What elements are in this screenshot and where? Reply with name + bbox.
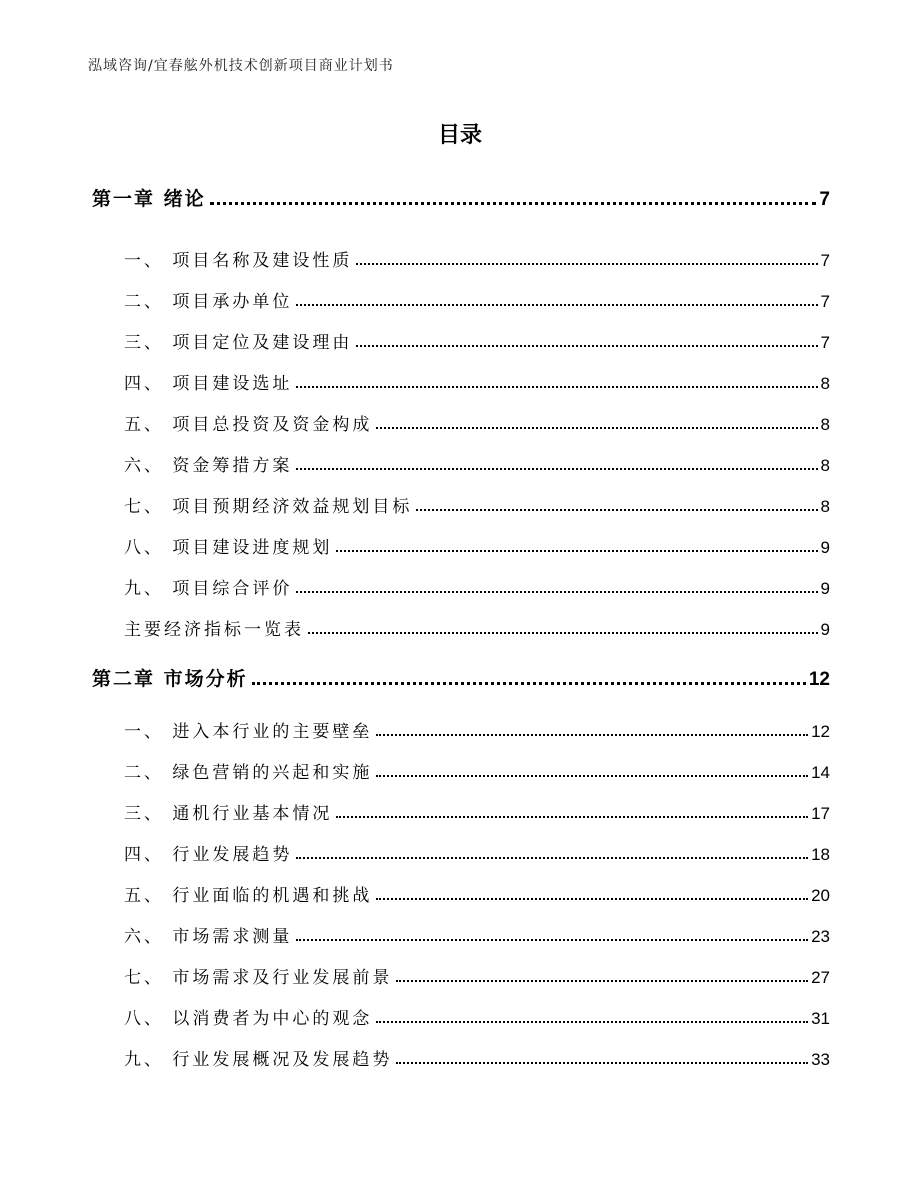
dot-leader [210, 202, 817, 205]
dot-leader [296, 857, 808, 859]
toc-entry-page-number: 7 [820, 333, 830, 352]
toc-entry-label: 第二章 市场分析 [92, 668, 248, 690]
toc-entry-label: 八、 以消费者为中心的观念 [124, 1009, 373, 1029]
running-header: 泓域咨询/宜春舷外机技术创新项目商业计划书 [88, 58, 394, 74]
toc-entry-label: 五、 行业面临的机遇和挑战 [124, 886, 373, 906]
toc-entry-page-number: 9 [820, 538, 830, 557]
toc-section-entry[interactable] [124, 798, 830, 824]
toc-entry-page-number: 33 [811, 1050, 830, 1069]
dot-leader [376, 775, 808, 777]
toc-section-entry[interactable] [124, 614, 830, 640]
dot-leader [376, 427, 817, 429]
toc-entry-page-number: 8 [820, 415, 830, 434]
toc-section-entry[interactable] [124, 921, 830, 947]
toc-entry-page-number: 8 [820, 456, 830, 475]
toc-section-entry[interactable] [124, 286, 830, 312]
dot-leader [416, 509, 817, 511]
toc-section-entry[interactable] [124, 962, 830, 988]
toc-entry-label: 七、 项目预期经济效益规划目标 [124, 497, 413, 517]
toc-entry-page-number: 20 [811, 886, 830, 905]
toc-entry-page-number: 14 [811, 763, 830, 782]
toc-entry-page-number: 7 [820, 251, 830, 270]
toc-entry-label: 四、 项目建设选址 [124, 374, 293, 394]
toc-section-entry[interactable] [124, 573, 830, 599]
toc-entry-label: 三、 项目定位及建设理由 [124, 333, 353, 353]
toc-entry-label: 五、 项目总投资及资金构成 [124, 415, 373, 435]
toc-entry-label: 二、 项目承办单位 [124, 292, 293, 312]
toc-entry-label: 第一章 绪论 [92, 188, 206, 210]
toc-entry-page-number: 31 [811, 1009, 830, 1028]
toc-entry-label: 二、 绿色营销的兴起和实施 [124, 763, 373, 783]
dot-leader [296, 304, 817, 306]
toc-entry-page-number: 8 [820, 374, 830, 393]
dot-leader [356, 345, 817, 347]
toc-section-entry[interactable] [124, 409, 830, 435]
dot-leader [396, 980, 808, 982]
toc-section-entry[interactable] [124, 757, 830, 783]
dot-leader [396, 1062, 808, 1064]
toc-entry-page-number: 12 [811, 722, 830, 741]
dot-leader [336, 550, 817, 552]
toc-entry-label: 七、 市场需求及行业发展前景 [124, 968, 393, 988]
dot-leader [376, 734, 808, 736]
toc-entry-page-number: 9 [820, 579, 830, 598]
toc-entry-label: 九、 项目综合评价 [124, 579, 293, 599]
toc-section-entry[interactable] [124, 880, 830, 906]
toc-entry-page-number: 27 [811, 968, 830, 987]
toc-section-entry[interactable] [124, 1044, 830, 1070]
toc-entry-label: 三、 通机行业基本情况 [124, 804, 333, 824]
toc-chapter-entry[interactable] [92, 665, 830, 691]
toc-section-entry[interactable] [124, 1003, 830, 1029]
toc-section-entry[interactable] [124, 839, 830, 865]
toc-entry-label: 四、 行业发展趋势 [124, 845, 293, 865]
toc-entry-page-number: 23 [811, 927, 830, 946]
toc-section-entry[interactable] [124, 532, 830, 558]
toc-title: 目录 [437, 123, 482, 148]
dot-leader [296, 468, 817, 470]
dot-leader [336, 816, 808, 818]
toc-entry-page-number: 7 [819, 189, 830, 210]
toc-entry-label: 主要经济指标一览表 [124, 620, 304, 640]
toc-entry-page-number: 18 [811, 845, 830, 864]
toc-entry-label: 一、 进入本行业的主要壁垒 [124, 722, 373, 742]
toc-entry-label: 九、 行业发展概况及发展趋势 [124, 1050, 393, 1070]
toc-entry-page-number: 17 [811, 804, 830, 823]
toc-chapter-entry[interactable] [92, 185, 830, 211]
toc-entry-page-number: 12 [808, 669, 830, 690]
dot-leader [296, 939, 808, 941]
dot-leader [308, 632, 818, 634]
toc-section-entry[interactable] [124, 327, 830, 353]
dot-leader [296, 386, 817, 388]
toc-entry-label: 一、 项目名称及建设性质 [124, 251, 353, 271]
toc-entry-label: 六、 市场需求测量 [124, 927, 293, 947]
toc-section-entry[interactable] [124, 368, 830, 394]
dot-leader [296, 591, 817, 593]
dot-leader [252, 682, 806, 685]
dot-leader [356, 263, 817, 265]
toc-section-entry[interactable] [124, 245, 830, 271]
toc-entry-label: 六、 资金筹措方案 [124, 456, 293, 476]
dot-leader [376, 898, 808, 900]
dot-leader [376, 1021, 808, 1023]
toc-entry-page-number: 8 [820, 497, 830, 516]
toc-entry-label: 八、 项目建设进度规划 [124, 538, 333, 558]
toc-entry-page-number: 7 [820, 292, 830, 311]
toc-section-entry[interactable] [124, 491, 830, 517]
toc-section-entry[interactable] [124, 716, 830, 742]
toc-entry-page-number: 9 [820, 620, 830, 639]
toc-section-entry[interactable] [124, 450, 830, 476]
